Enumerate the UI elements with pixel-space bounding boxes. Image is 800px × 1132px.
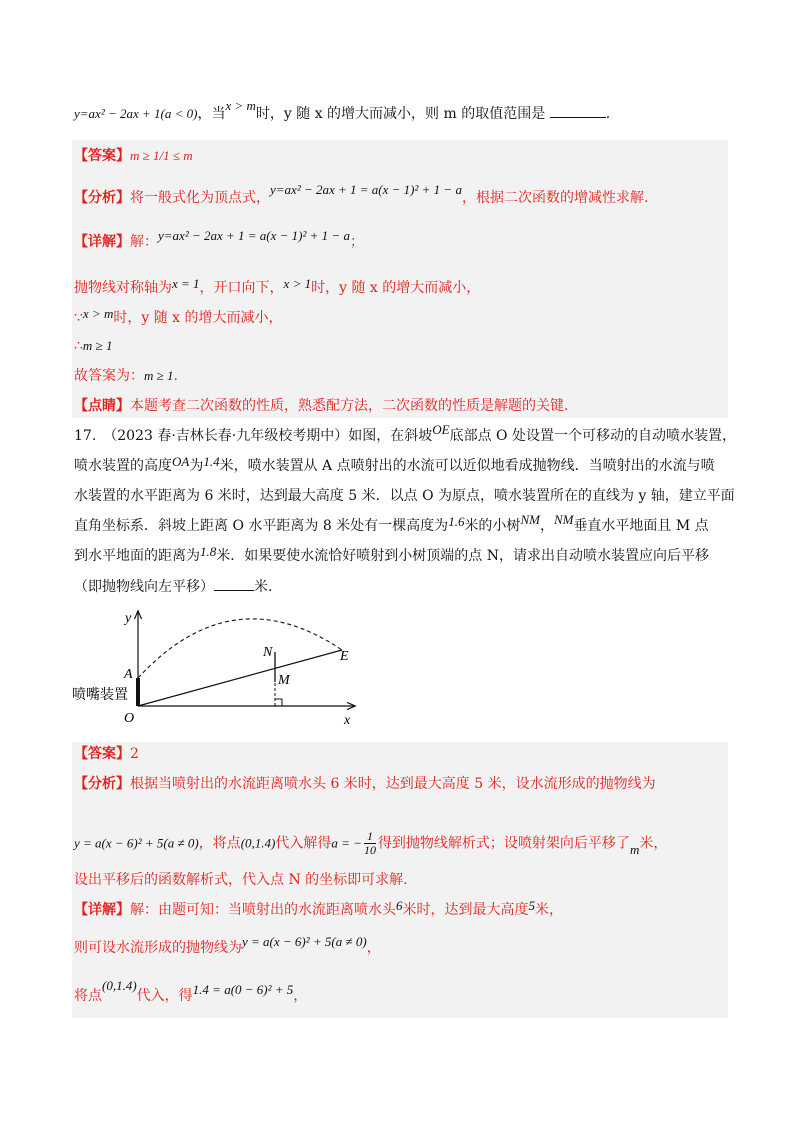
analysis-16 (74, 182, 649, 208)
analysis-16-text-1: 将一般式化为顶点式， (130, 190, 270, 206)
analysis-17-text-1: 根据当喷射出的水流距离喷水头 6 米时，达到最大高度 5 米，设水流形成的抛物线为 (130, 776, 656, 792)
parabola-form-2: y = a(x − 6)² + 5(a ≠ 0) (242, 934, 367, 949)
parabola-form: y = a(x − 6)² + 5(a ≠ 0) (74, 835, 199, 851)
fraction-denominator: 10 (363, 843, 376, 857)
comment-16-text: 本题考查二次函数的性质，熟悉配方法，二次函数的性质是解题的关键. (130, 398, 569, 414)
q17-text-2a: 喷水装置的高度 (74, 458, 172, 474)
q16-text-2: 时，y 随 x 的增大而减小，则 m 的取值范围是 (255, 106, 546, 122)
substitution-eq: 1.4 = a(0 − 6)² + 5 (192, 982, 294, 997)
tree-height: 1.6 (448, 514, 465, 529)
analysis-17-line-1 (74, 774, 656, 794)
detail-tag-2: 【详解】 (74, 902, 130, 918)
water-parabola (138, 619, 342, 678)
q17-text-4b: 米的小树 (464, 518, 521, 534)
answer-17-value: 2 (130, 746, 139, 762)
decreasing-text: 时，y 随 x 的增大而减小， (311, 280, 481, 296)
q17-text-6a: （即抛物线向左平移） (74, 579, 214, 595)
m-height: 1.8 (200, 544, 217, 559)
axis-of-symmetry-eq: x = 1 (172, 276, 200, 291)
label-device: 喷嘴装置 (72, 687, 128, 703)
q17-line-5 (74, 546, 709, 566)
label-o: O (124, 711, 135, 726)
answer-tag: 【答案】 (74, 148, 130, 164)
height-5: 5 (528, 898, 535, 913)
a-value-prefix: a = − (331, 835, 362, 851)
analysis-17-line-3 (74, 870, 408, 890)
detail-16-line-5 (74, 366, 178, 386)
answer-16-value: m ≥ 1/1 ≤ m (130, 148, 193, 163)
point-a: (0,1.4) (240, 835, 276, 851)
label-x: x (344, 713, 351, 728)
tree-nm-2: NM (553, 512, 574, 527)
q17-text-4a: 直角坐标系．斜坡上距离 O 水平距离为 8 米处有一棵高度为 (74, 518, 449, 534)
analysis-17-text-2c: 得到抛物线解析式；设喷射架向后平移了 (377, 835, 630, 852)
q16-line (74, 98, 611, 124)
height-oa: OA (172, 454, 190, 469)
q17-line-3 (74, 486, 735, 506)
comment-16 (74, 396, 568, 416)
q17-text-2c: 米，喷水装置从 A 点喷射出的水流可以近似地看成抛物线．当喷射出的水流与喷 (219, 458, 715, 474)
detail-16 (74, 228, 364, 252)
slope-line (138, 650, 342, 706)
analysis-17-text-2d: 米， (639, 835, 668, 852)
answer-17 (74, 744, 139, 764)
detail-17-text-1b: 米时，达到最大高度 (402, 902, 529, 918)
q17-text-1b: 底部点 O 处设置一个可移动的自动喷水装置， (449, 428, 736, 444)
q17-text-6b: 米. (254, 579, 273, 595)
q16-answer-blank (550, 103, 606, 118)
analysis-17-line-2 (74, 830, 667, 857)
q17-answer-blank (214, 576, 254, 591)
comment-tag: 【点睛】 (74, 398, 130, 414)
detail-17-line-3 (74, 978, 308, 1006)
detail-17-text-3a: 将点 (74, 988, 102, 1004)
detail-16-text-2: ； (349, 234, 364, 250)
q17-comma: ， (539, 518, 554, 534)
shift-m: m (629, 841, 640, 857)
detail-16-line-4 (74, 336, 112, 356)
q16-condition: x > m (225, 98, 256, 113)
point-a-2: (0,1.4) (102, 978, 137, 993)
detail-17-line-1 (74, 900, 563, 920)
final-answer-text: 故答案为： (74, 368, 144, 384)
because-symbol: ∵ (74, 310, 83, 326)
therefore-symbol: ∴ (74, 338, 83, 354)
final-answer-end: . (173, 368, 178, 384)
q17-text-5b: 米．如果要使水流恰好喷射到小树顶端的点 N，请求出自动喷水装置应向后平移 (216, 548, 709, 564)
x-greater-m-eq: x > m (82, 306, 114, 321)
fraction-numerator: 1 (364, 830, 376, 844)
q17-line-2 (74, 456, 715, 476)
q16-equation: y=ax² − 2ax + 1(a < 0) (74, 106, 198, 121)
q17-text-5a: 到水平地面的距离为 (74, 548, 200, 564)
q17-line-6 (74, 576, 272, 597)
analysis-tag: 【分析】 (74, 190, 130, 206)
analysis-17-text-2b: 代入解得 (275, 835, 332, 852)
analysis-17-text-3: 设出平移后的函数解析式，代入点 N 的坐标即可求解. (74, 872, 408, 888)
x-greater-1-eq: x > 1 (283, 276, 312, 291)
height-value: 1.4 (203, 454, 220, 469)
q17-line-1 (74, 422, 736, 446)
detail-17-text-3c: ， (293, 988, 308, 1004)
q17-text-3: 水装置的水平距离为 6 米时，达到最大高度 5 米．以点 O 为原点，喷水装置所在的直线为 y 轴，建立平面 (74, 488, 735, 504)
detail-16-line-2 (74, 278, 480, 298)
m-geq-1-eq: m ≥ 1 (82, 338, 113, 353)
analysis-tag-2: 【分析】 (74, 776, 130, 792)
analysis-16-equation: y=ax² − 2ax + 1 = a(x − 1)² + 1 − a (270, 182, 462, 197)
detail-16-line-3 (74, 308, 283, 328)
final-answer-eq: m ≥ 1 (144, 368, 174, 383)
label-e: E (340, 649, 349, 664)
axis-of-symmetry-text: 抛物线对称轴为 (74, 280, 172, 296)
decreasing-text-2: 时，y 随 x 的增大而减小， (113, 310, 283, 326)
analysis-17-text-2a: ，将点 (198, 835, 241, 852)
q17-text-4d: 垂直水平地面且 M 点 (573, 518, 709, 534)
detail-17-text-3b: 代入，得 (136, 988, 193, 1004)
detail-17-text-1a: 解：由题可知：当喷射出的水流距离喷水头 (130, 902, 396, 918)
q16-text-1: ，当 (197, 106, 226, 122)
label-n: N (263, 645, 273, 660)
label-a: A (124, 667, 133, 682)
a-value-fraction (364, 830, 376, 857)
distance-6: 6 (396, 898, 403, 913)
q17-intro: 17. （2023 春·吉林长春·九年级校考期中）如图，在斜坡 (74, 428, 433, 444)
detail-16-text-1: 解： (130, 234, 158, 250)
detail-tag: 【详解】 (74, 234, 130, 250)
detail-17-text-2b: ， (366, 940, 381, 956)
answer-16 (74, 146, 193, 166)
right-angle-mark (275, 699, 282, 706)
detail-17-text-1c: 米， (535, 902, 563, 918)
sprinkler-diagram (72, 602, 372, 728)
opens-down-text: ，开口向下， (199, 280, 284, 296)
analysis-16-text-2: ，根据二次函数的增减性求解. (461, 190, 649, 206)
tree-nm: NM (520, 512, 540, 527)
answer-tag-2: 【答案】 (74, 746, 130, 762)
q17-line-4 (74, 512, 709, 536)
detail-16-equation: y=ax² − 2ax + 1 = a(x − 1)² + 1 − a (158, 228, 350, 243)
q16-end: . (605, 106, 611, 122)
slope-oe: OE (432, 422, 450, 437)
detail-17-line-2 (74, 934, 381, 958)
q17-text-2b: 为 (189, 458, 204, 474)
label-m: M (278, 673, 290, 688)
label-y: y (125, 611, 132, 626)
detail-17-text-2a: 则可设水流形成的抛物线为 (74, 940, 242, 956)
